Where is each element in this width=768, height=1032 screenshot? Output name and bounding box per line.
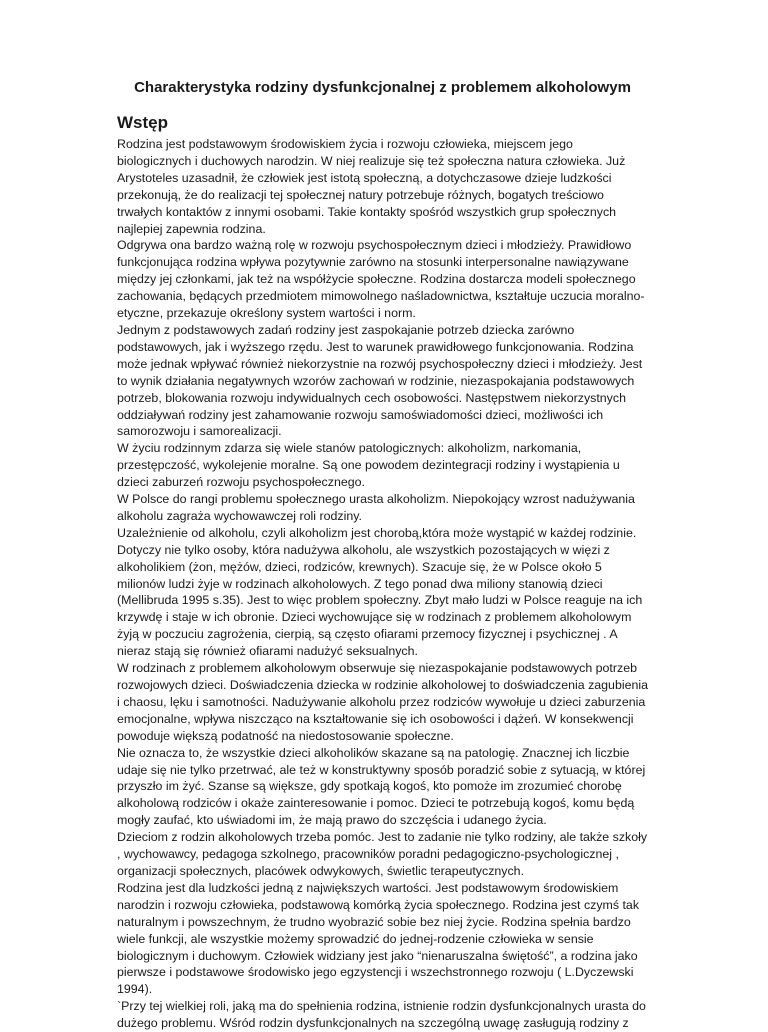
paragraph: Jednym z podstawowych zadań rodziny jest zaspokajanie potrzeb dziecka zarówno podstawowych, jak i wyższego rzędu. Jest to warunek prawidłowego funkcjonowania. Rodzina może jednak wpływać również niekorzystnie na rozwój psychospołeczny dzieci i młodzieży. Jest to wynik działania negatywnych wzorów zachowań w rodzinie, niezaspokajania podstawowych potrzeb, blokowania rozwoju indywidualnych cech osobowości. Następstwem niekorzystnych oddziaływań rodziny jest zahamowanie rozwoju samoświadomości dzieci, możliwości ich samorozwoju i samorealizacji. [117, 322, 643, 439]
paragraph: W rodzinach z problemem alkoholowym obserwuje się niezaspokajanie podstawowych potrzeb rozwojowych dzieci. Doświadczenia dziecka w rodzinie alkoholowej to doświadczenia zagubienia i chaosu, lęku i samotności. Nadużywanie alkoholu przez rodziców wywołuje u dzieci zaburzenia emocjonalne, wpływa niszcząco na kształtowanie się ich osobowości i dążeń. W konsekwencji powoduje większą podatność na niedostosowanie społeczne. [117, 661, 649, 743]
paragraph: `Przy tej wielkiej roli, jaką ma do spełnienia rodzina, istnienie rodzin dysfunkcjonalnych urasta do dużego problemu. Wśród rodzin dysfunkcjonalnych na szczególną uwagę zasługują rodziny z [117, 999, 646, 1031]
section-heading-wstep: Wstęp [117, 113, 168, 132]
document-title: Charakterystyka rodziny dysfunkcjonalnej z problemem alkoholowym [134, 79, 631, 96]
paragraph: Uzależnienie od alkoholu, czyli alkoholizm jest chorobą,która może wystąpić w każdej rodzinie. Dotyczy nie tylko osoby, która nadużywa alkoholu, ale wszystkich pozostających w więzi z alkoholikiem (żon, mężów, dzieci, rodziców, krewnych). Szacuje się, że w Polsce około 5 milionów ludzi żyje w rodzinach alkoholowych. Z tego ponad dwa miliony stanowią dzieci (Mellibruda 1995 s.35). Jest to więc problem społeczny. Zbyt mało ludzi w Polsce reaguje na ich krzywdę i staje w ich obronie. Dzieci wychowujące się w rodzinach z problemem alkoholowym żyją w poczuciu zagrożenia, cierpią, są często ofiarami przemocy fizycznej i psychicznej . A nieraz stają się również ofiarami nadużyć seksualnych. [117, 525, 643, 659]
paragraph: W życiu rodzinnym zdarza się wiele stanów patologicznych: alkoholizm, narkomania, przestępczość, wykolejenie moralne. Są one powodem dezintegracji rodziny i wystąpienia u dzieci zaburzeń rozwoju psychospołecznego. [117, 441, 620, 490]
paragraph: Rodzina jest dla ludzkości jedną z największych wartości. Jest podstawowym środowiskiem narodzin i rozwoju człowieka, podstawową komórką życia społecznego. Rodzina jest czymś tak naturalnym i powszechnym, że trudno wyobrazić sobie bez niej życie. Rodzina spełnia bardzo wiele funkcji, ale wszystkie możemy sprowadzić do jednej-rodzenie człowieka w sensie biologicznym i duchowym. Człowiek widziany jest jako “nienaruszalna świętość”, a rodzina jako pierwsze i podstawowe środowisko jego egzystencji i wszechstronnego rozwoju ( L.Dyczewski 1994). [117, 880, 640, 997]
paragraph: Odgrywa ona bardzo ważną rolę w rozwoju psychospołecznym dzieci i młodzieży. Prawidłowo funkcjonująca rodzina wpływa pozytywnie zarówno na stosunki interpersonalne nawiązywane między jej członkami, jak też na współżycie społeczne. Rodzina dostarcza modeli społecznego zachowania, będących przedmiotem mimowolnego naśladownictwa, kształtuje uczucia moralno-etyczne, przekazuje określony system wartości i norm. [117, 238, 645, 321]
paragraph: Nie oznacza to, że wszystkie dzieci alkoholików skazane są na patologię. Znacznej ich liczbie udaje się nie tylko przetrwać, ale też w konstruktywny sposób poradzić sobie z sytuacją, w której przyszło im żyć. Szanse są większe, gdy spotkają kogoś, kto pomoże im zrozumieć chorobę alkoholową rodziców i okaże zainteresowanie i pomoc. Dzieci te potrzebują kogoś, komu będą mogły zaufać, kto uświadomi im, że mają prawo do szczęścia i udanego życia. [117, 745, 646, 828]
paragraph: Dzieciom z rodzin alkoholowych trzeba pomóc. Jest to zadanie nie tylko rodziny, ale także szkoły , wychowawcy, pedagoga szkolnego, pracowników poradni pedagogiczno-psychologicznej , organizacji społecznych, placówek odwykowych, świetlic terapeutycznych. [117, 830, 648, 878]
paragraph: Rodzina jest podstawowym środowiskiem życia i rozwoju człowieka, miejscem jego biologicznych i duchowych narodzin. W niej realizuje się też społeczna natura człowieka. Już Arystoteles uzasadnił, że człowiek jest istotą społeczną, a dotychczasowe dzieje ludzkości przekonują, że do realizacji tej społecznej natury potrzebuje różnych, bogatych treściowo trwałych kontaktów z innymi osobami. Takie kontakty spośród wszystkich grup społecznych najlepiej zapewnia rodzina. [117, 137, 626, 236]
paragraph: W Polsce do rangi problemu społecznego urasta alkoholizm. Niepokojący wzrost nadużywania alkoholu zagraża wychowawczej roli rodziny. [117, 492, 635, 523]
